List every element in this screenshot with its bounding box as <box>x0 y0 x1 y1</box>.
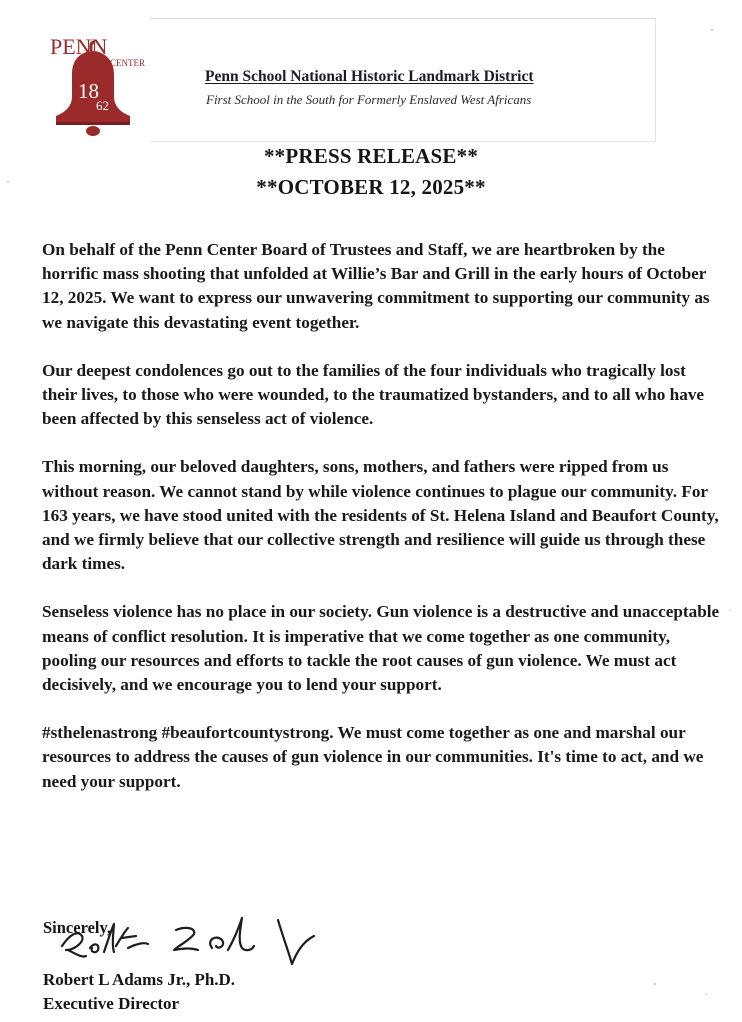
salutation: Sincerely, <box>43 918 111 937</box>
release-date-heading: **OCTOBER 12, 2025** <box>256 175 486 199</box>
body-paragraph: This morning, our beloved daughters, sons, mothers, and fathers were ripped from us without reason. We cannot stand by while violence continues to plague our community. For 163 years, we have stood united with the residents of St. Helena Island and Beaufort County, and we firmly believe that our collective strength and resilience will guide us through these dark times. <box>42 457 719 574</box>
body-paragraph: Senseless violence has no place in our society. Gun violence is a destructive and unacceptable means of conflict resolution. It is imperative that we come together as one community, pooling our resources and efforts to tackle the root causes of gun violence. We must act decisively, and we encourage you to lend your support. <box>42 602 720 695</box>
body-paragraph: On behalf of the Penn Center Board of Trustees and Staff, we are heartbroken by the horrific mass shooting that unfolded at Willie’s Bar and Grill in the early hours of October 12, 2025. We want to express our unwavering commitment to supporting our community as we navigate this devastating event together. <box>42 240 710 332</box>
org-tagline: First School in the South for Formerly Enslaved West Africans <box>206 92 532 107</box>
logo-text-penn: PENN <box>50 34 108 59</box>
body-paragraph: #sthelenastrong #beaufortcountystrong. We must come together as one and marshal our resources to address the causes of gun violence in our communities. It's time to act, and we need your support. <box>42 723 704 791</box>
logo-text-center: CENTER <box>110 58 145 68</box>
release-body <box>42 238 722 794</box>
press-release-heading: **PRESS RELEASE** <box>263 144 479 168</box>
signer-name: Robert L Adams Jr., Ph.D. <box>43 970 236 989</box>
logo-year-right: 62 <box>96 98 109 113</box>
signer-title: Executive Director <box>43 994 180 1013</box>
bell-logo-icon <box>44 30 154 142</box>
org-name: Penn School National Historic Landmark District <box>205 68 534 85</box>
logo-year-left: 18 <box>78 79 99 103</box>
body-paragraph: Our deepest condolences go out to the families of the four individuals who tragically lost their lives, to those who were wounded, to the traumatized bystanders, and to all who have been affected by this senseless act of violence. <box>42 360 705 429</box>
